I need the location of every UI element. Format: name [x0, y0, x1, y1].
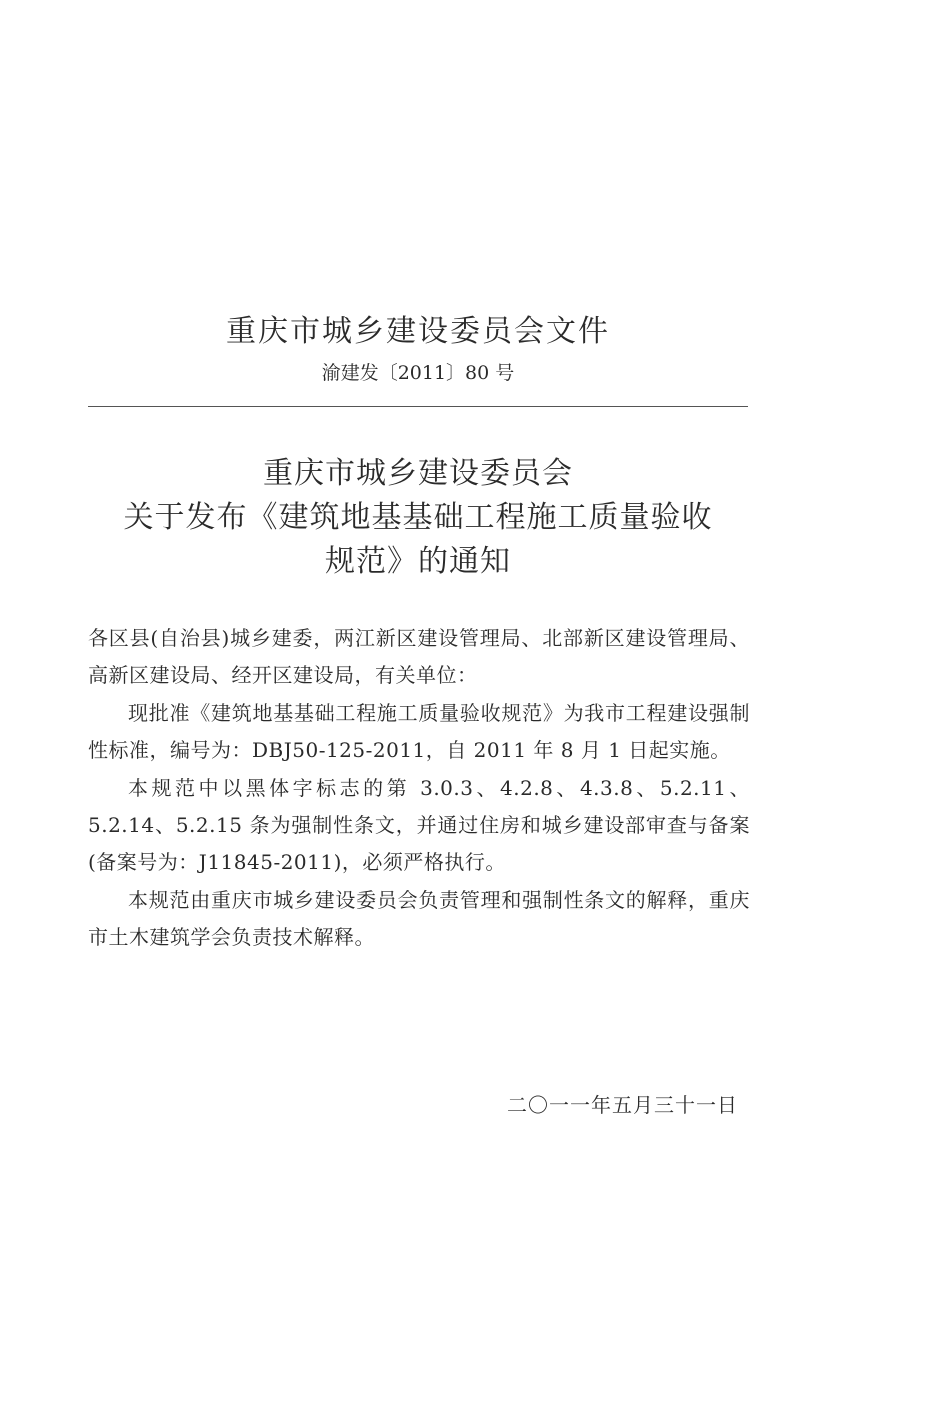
notice-title — [0, 452, 836, 584]
issuer-title: 重庆市城乡建设委员会文件 — [226, 314, 610, 349]
addressees: 各区县(自治县)城乡建委，两江新区建设管理局、北部新区建设管理局、高新区建设局、经开区建设局，有关单位： — [88, 626, 750, 687]
paragraph-interpretation: 本规范由重庆市城乡建设委员会负责管理和强制性条文的解释，重庆市土木建筑学会负责技术解释。 — [88, 888, 750, 949]
notice-title-line-1: 重庆市城乡建设委员会 — [263, 456, 573, 491]
header-divider — [88, 406, 748, 407]
notice-body — [88, 620, 750, 957]
paragraph-approval: 现批准《建筑地基基础工程施工质量验收规范》为我市工程建设强制性标准，编号为：DBJ50-125-2011，自 2011 年 8 月 1 日起实施。 — [88, 701, 750, 762]
issue-date: 二〇一一年五月三十一日 — [507, 1093, 738, 1117]
notice-title-line-3: 规范》的通知 — [325, 544, 511, 579]
document-number: 渝建发〔2011〕80 号 — [321, 362, 515, 384]
notice-title-line-2: 关于发布《建筑地基基础工程施工质量验收 — [123, 500, 713, 535]
paragraph-mandatory-clauses: 本规范中以黑体字标志的第 3.0.3、4.2.8、4.3.8、5.2.11、5.2.14、5.2.15 条为强制性条文，并通过住房和城乡建设部审查与备案(备案号为：J11845-2011)，必须严格执行。 — [88, 776, 750, 874]
